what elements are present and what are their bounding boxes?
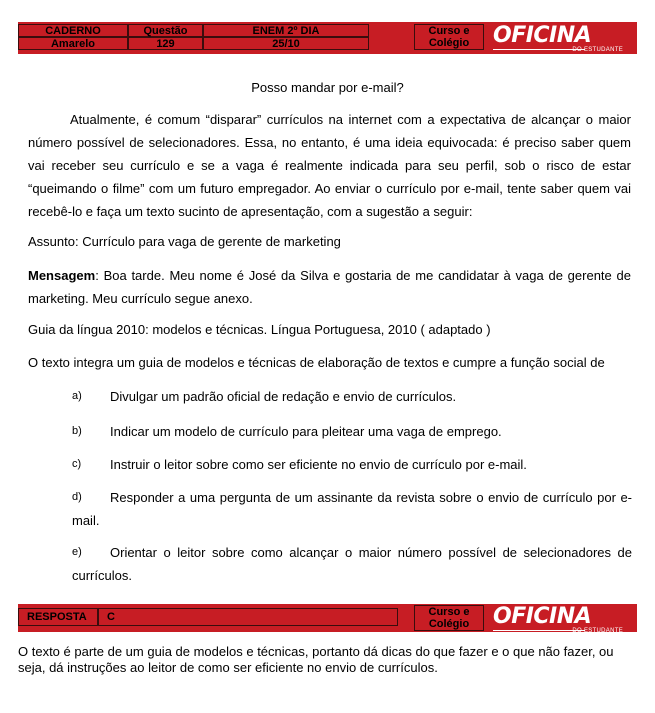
answer-explanation: O texto é parte de um guia de modelos e técnicas, portanto dá dicas do que fazer e o que não fazer, ou seja, dá instruções ao leitor de como ser eficiente no envio de currículos. xyxy=(18,644,614,675)
logo-underline-bottom xyxy=(493,630,585,631)
caderno-value: Amarelo xyxy=(18,37,128,50)
option-d-text-line2: mail. xyxy=(72,513,100,528)
header-band xyxy=(18,22,637,54)
option-d-text xyxy=(110,486,632,509)
exam-date: 25/10 xyxy=(203,37,369,50)
exam-label: ENEM 2º DIA xyxy=(203,24,369,37)
option-d-text-line1: Responder a uma pergunta de um assinante da revista sobre o envio de currículo por e- xyxy=(110,490,632,505)
curso-colegio-box xyxy=(414,24,484,50)
option-a-text: Divulgar um padrão oficial de redação e envio de currículos. xyxy=(110,389,457,404)
option-c-letter: c) xyxy=(72,458,82,470)
logo-subtitle: DO ESTUDANTE xyxy=(572,47,623,53)
curso-colegio-box-bottom xyxy=(414,605,484,631)
logo-underline xyxy=(493,49,585,50)
mensagem-text: : Boa tarde. Meu nome é José da Silva e gostaria de me candidatar à vaga de gerente de marketing. Meu currículo segue anexo. xyxy=(28,268,631,306)
resposta-value: C xyxy=(98,608,398,626)
questao-label: Questão xyxy=(128,24,203,37)
question-prompt: O texto integra um guia de modelos e técnicas de elaboração de textos e cumpre a função social de xyxy=(28,355,605,370)
oficina-logo xyxy=(493,23,625,53)
option-e-text-line1: Orientar o leitor sobre como alcançar o maior número possível de selecionadores de xyxy=(110,545,632,560)
curso-line2: Colégio xyxy=(428,37,470,49)
question-title: Posso mandar por e-mail? xyxy=(251,80,404,95)
option-e-letter: e) xyxy=(72,546,82,558)
caderno-label: CADERNO xyxy=(18,24,128,37)
mensagem-label: Mensagem xyxy=(28,268,96,283)
paragraph-main: Atualmente, é comum “disparar” currículos na internet com a expectativa de alcançar o maior número possível de selecionadores. Essa, no entanto, é uma ideia equivocada: é preciso saber quem vai receber seu currículo e se a vaga é realmente indicada para seu perfil, sob o risco de estar “queimando o filme” com um futuro empregador. Ao enviar o currículo por e-mail, tente saber quem vai recebê-lo e faça um texto sucinto de apresentação, com a sugestão a seguir: xyxy=(28,112,631,219)
option-d-letter: d) xyxy=(72,491,82,503)
option-b-text: Indicar um modelo de currículo para pleitear uma vaga de emprego. xyxy=(110,424,502,439)
source-line: Guia da língua 2010: modelos e técnicas. Língua Portuguesa, 2010 ( adaptado ) xyxy=(28,322,491,337)
logo-word-bottom: OFICINA xyxy=(493,604,592,629)
logo-word: OFICINA xyxy=(493,23,592,48)
option-e-text-line2: currículos. xyxy=(72,568,132,583)
resposta-label: RESPOSTA xyxy=(18,608,98,626)
option-c-text: Instruir o leitor sobre como ser eficiente no envio de currículo por e-mail. xyxy=(110,457,527,472)
answer-band xyxy=(18,604,637,632)
logo-subtitle-bottom: DO ESTUDANTE xyxy=(572,628,623,634)
mensagem-paragraph xyxy=(28,264,631,310)
oficina-logo-bottom xyxy=(493,604,625,634)
curso-line2-bottom: Colégio xyxy=(428,618,470,630)
curso-line1: Curso e xyxy=(428,25,470,37)
option-b-letter: b) xyxy=(72,425,82,437)
option-a-letter: a) xyxy=(72,390,82,402)
option-e-text xyxy=(110,541,632,564)
assunto-line: Assunto: Currículo para vaga de gerente de marketing xyxy=(28,234,341,249)
questao-value: 129 xyxy=(128,37,203,50)
curso-line1-bottom: Curso e xyxy=(428,606,470,618)
